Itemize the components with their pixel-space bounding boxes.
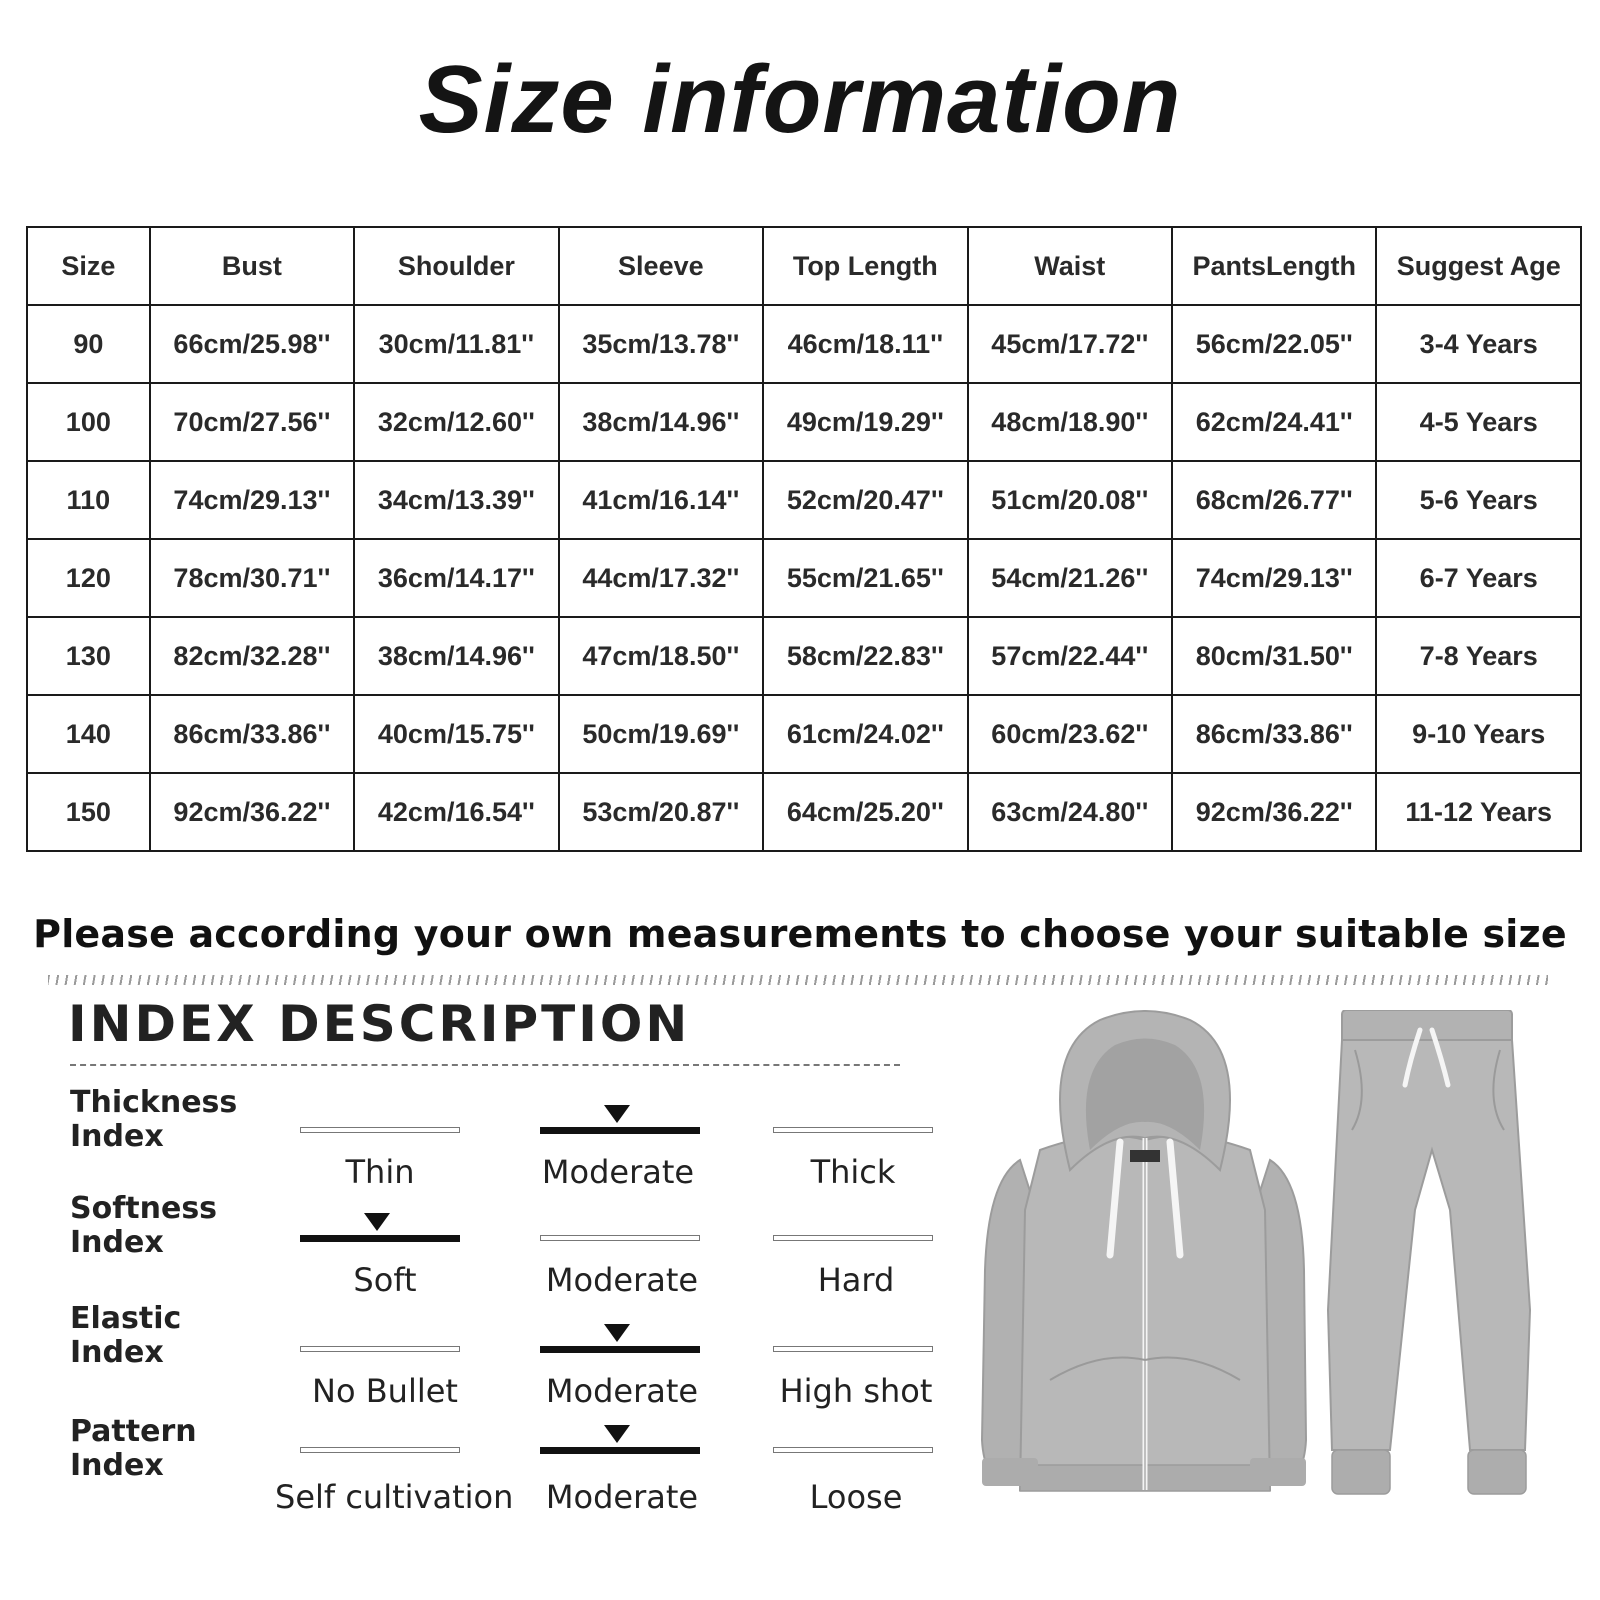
table-cell: 47cm/18.50'' [559, 617, 763, 695]
index-option-selected: Soft [353, 1261, 417, 1299]
table-row [27, 383, 1581, 461]
table-cell: 78cm/30.71'' [150, 539, 354, 617]
table-cell: 30cm/11.81'' [354, 305, 558, 383]
table-cell: 90 [27, 305, 150, 383]
table-row [27, 695, 1581, 773]
index-option: Loose [809, 1478, 903, 1516]
divider [48, 975, 1548, 985]
table-cell: 6-7 Years [1376, 539, 1581, 617]
elastic-index-label [70, 1302, 181, 1370]
table-cell: 41cm/16.14'' [559, 461, 763, 539]
table-cell: 60cm/23.62'' [968, 695, 1172, 773]
index-label-line: Thickness [70, 1085, 238, 1120]
index-bar-selected [540, 1127, 700, 1134]
index-label-line: Index [70, 1448, 164, 1483]
table-cell: 68cm/26.77'' [1172, 461, 1376, 539]
table-cell: 54cm/21.26'' [968, 539, 1172, 617]
table-cell: 61cm/24.02'' [763, 695, 967, 773]
table-cell: 86cm/33.86'' [150, 695, 354, 773]
table-cell: 35cm/13.78'' [559, 305, 763, 383]
header-cell: Size [27, 227, 150, 305]
table-cell: 38cm/14.96'' [354, 617, 558, 695]
table-cell: 9-10 Years [1376, 695, 1581, 773]
index-option: No Bullet [312, 1372, 458, 1410]
index-option: Thin [345, 1153, 415, 1191]
index-bar [773, 1235, 933, 1241]
advice-text: Please according your own measurements to choose your suitable size [33, 912, 1567, 956]
header-cell: Sleeve [559, 227, 763, 305]
table-cell: 74cm/29.13'' [150, 461, 354, 539]
table-cell: 57cm/22.44'' [968, 617, 1172, 695]
table-cell: 42cm/16.54'' [354, 773, 558, 851]
index-bar-selected [540, 1346, 700, 1353]
index-bar-selected [300, 1235, 460, 1242]
header-cell: Top Length [763, 227, 967, 305]
table-header-row [27, 227, 1581, 305]
index-option-selected: Moderate [545, 1372, 699, 1410]
product-image [980, 1010, 1540, 1550]
thickness-index-label [70, 1086, 237, 1154]
table-cell: 58cm/22.83'' [763, 617, 967, 695]
index-label-line: Index [70, 1225, 164, 1260]
table-cell: 53cm/20.87'' [559, 773, 763, 851]
table-cell: 80cm/31.50'' [1172, 617, 1376, 695]
header-cell: PantsLength [1172, 227, 1376, 305]
table-cell: 11-12 Years [1376, 773, 1581, 851]
table-cell: 120 [27, 539, 150, 617]
table-cell: 110 [27, 461, 150, 539]
index-bar [773, 1447, 933, 1453]
table-cell: 100 [27, 383, 150, 461]
index-label-line: Elastic [70, 1301, 182, 1336]
table-cell: 56cm/22.05'' [1172, 305, 1376, 383]
table-cell: 66cm/25.98'' [150, 305, 354, 383]
page-title: Size information [418, 46, 1182, 153]
table-cell: 34cm/13.39'' [354, 461, 558, 539]
index-bar [540, 1235, 700, 1241]
index-bar [300, 1346, 460, 1352]
table-cell: 82cm/32.28'' [150, 617, 354, 695]
table-cell: 86cm/33.86'' [1172, 695, 1376, 773]
index-bar [300, 1447, 460, 1453]
header-cell: Shoulder [354, 227, 558, 305]
index-label-line: Softness [70, 1191, 218, 1226]
table-cell: 140 [27, 695, 150, 773]
table-row [27, 305, 1581, 383]
index-label-line: Index [70, 1335, 164, 1370]
size-table [26, 226, 1582, 852]
index-bar [773, 1127, 933, 1133]
table-cell: 4-5 Years [1376, 383, 1581, 461]
table-cell: 5-6 Years [1376, 461, 1581, 539]
table-cell: 130 [27, 617, 150, 695]
table-cell: 64cm/25.20'' [763, 773, 967, 851]
index-option-selected: Moderate [545, 1478, 699, 1516]
table-cell: 70cm/27.56'' [150, 383, 354, 461]
header-cell: Waist [968, 227, 1172, 305]
table-cell: 32cm/12.60'' [354, 383, 558, 461]
table-row [27, 617, 1581, 695]
divider [70, 1064, 900, 1066]
index-option: Hard [817, 1261, 895, 1299]
table-cell: 44cm/17.32'' [559, 539, 763, 617]
index-option-selected: Moderate [541, 1153, 695, 1191]
selected-marker-icon [604, 1324, 630, 1342]
index-bar-selected [540, 1447, 700, 1454]
table-cell: 36cm/14.17'' [354, 539, 558, 617]
table-cell: 50cm/19.69'' [559, 695, 763, 773]
index-option: Moderate [545, 1261, 699, 1299]
table-cell: 52cm/20.47'' [763, 461, 967, 539]
table-cell: 49cm/19.29'' [763, 383, 967, 461]
index-title: INDEX DESCRIPTION [68, 995, 691, 1053]
table-cell: 63cm/24.80'' [968, 773, 1172, 851]
selected-marker-icon [604, 1105, 630, 1123]
index-label-line: Pattern [70, 1414, 197, 1449]
table-cell: 48cm/18.90'' [968, 383, 1172, 461]
table-cell: 3-4 Years [1376, 305, 1581, 383]
table-cell: 38cm/14.96'' [559, 383, 763, 461]
index-option: High shot [779, 1372, 933, 1410]
selected-marker-icon [364, 1213, 390, 1231]
table-cell: 40cm/15.75'' [354, 695, 558, 773]
index-bar [773, 1346, 933, 1352]
pants-image [1328, 1010, 1530, 1494]
softness-index-label [70, 1192, 217, 1260]
pattern-index-label [70, 1415, 197, 1483]
index-option: Self cultivation [275, 1478, 514, 1516]
header-cell: Bust [150, 227, 354, 305]
header-cell: Suggest Age [1376, 227, 1581, 305]
table-cell: 51cm/20.08'' [968, 461, 1172, 539]
index-bar [300, 1127, 460, 1133]
table-cell: 7-8 Years [1376, 617, 1581, 695]
index-label-line: Index [70, 1119, 164, 1154]
table-cell: 74cm/29.13'' [1172, 539, 1376, 617]
table-cell: 92cm/36.22'' [150, 773, 354, 851]
index-option: Thick [810, 1153, 896, 1191]
table-cell: 62cm/24.41'' [1172, 383, 1376, 461]
table-row [27, 773, 1581, 851]
table-row [27, 461, 1581, 539]
table-cell: 45cm/17.72'' [968, 305, 1172, 383]
table-cell: 46cm/18.11'' [763, 305, 967, 383]
table-cell: 55cm/21.65'' [763, 539, 967, 617]
table-row [27, 539, 1581, 617]
table-cell: 92cm/36.22'' [1172, 773, 1376, 851]
hoodie-image [982, 1011, 1306, 1491]
table-cell: 150 [27, 773, 150, 851]
selected-marker-icon [604, 1425, 630, 1443]
